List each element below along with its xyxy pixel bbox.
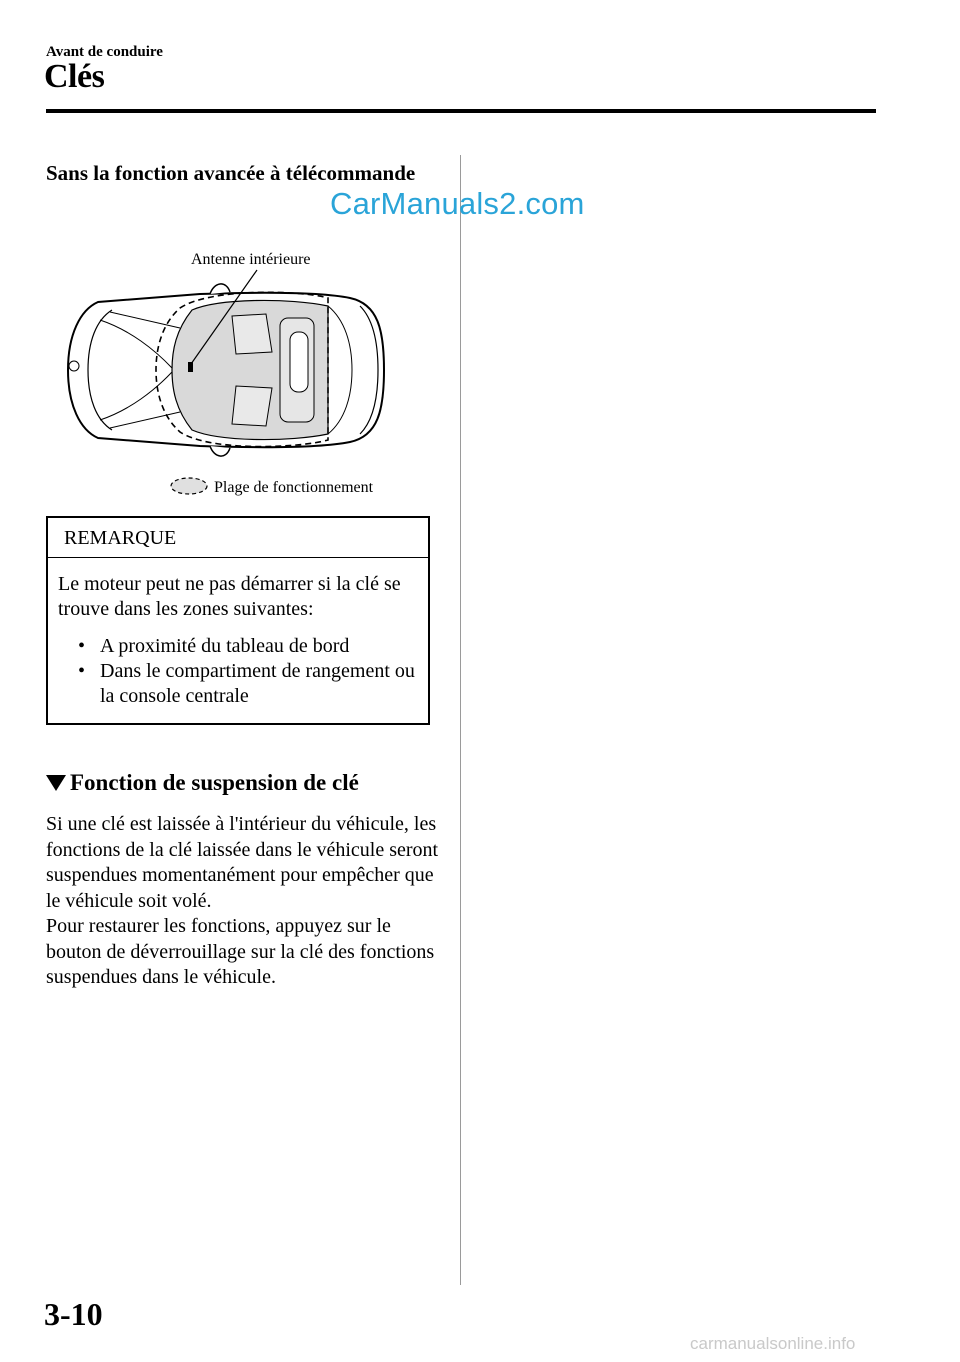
car-antenna-diagram	[60, 240, 415, 505]
paragraph: Si une clé est laissée à l'intérieur du véhicule, les fonctions de la clé laissée dans le véhicule seront suspendues momentanément pour empêcher que le véhicule soit volé.	[46, 813, 439, 912]
column-divider	[460, 155, 461, 1285]
note-title: REMARQUE	[64, 527, 177, 549]
car-top-view-illustration	[60, 240, 415, 505]
section-heading	[46, 770, 359, 796]
triangle-down-icon	[46, 775, 66, 791]
note-bullet-text: A proximité du tableau de bord	[100, 635, 350, 657]
paragraph: Pour restaurer les fonctions, appuyez sur le bouton de déverrouillage sur la clé des fonctions suspendues dans le véhicule.	[46, 915, 435, 988]
note-intro: Le moteur peut ne pas démarrer si la clé se trouve dans les zones suivantes:	[58, 573, 401, 620]
note-bullet-item	[58, 659, 423, 709]
header-rule	[46, 109, 876, 113]
note-box	[46, 516, 430, 725]
section-label: Avant de conduire	[46, 44, 163, 60]
note-bullet-list	[58, 634, 423, 709]
note-bullet-item	[58, 634, 423, 659]
note-bullet-text: Dans le compartiment de rangement ou la console centrale	[100, 660, 415, 707]
bullet-marker: •	[78, 660, 86, 682]
chapter-title: Clés	[44, 58, 105, 95]
subheading: Sans la fonction avancée à télécommande	[46, 161, 416, 185]
watermark-logo: CarManuals2.com	[330, 186, 585, 221]
note-body	[58, 572, 423, 709]
range-legend-icon	[171, 478, 207, 494]
antenna-label: Antenne intérieure	[191, 251, 311, 268]
section-body	[46, 812, 446, 991]
range-label: Plage de fonctionnement	[214, 479, 374, 496]
antenna-marker	[188, 362, 193, 372]
footer-watermark: carmanualsonline.info	[690, 1334, 856, 1353]
section-heading-text: Fonction de suspension de clé	[70, 770, 359, 795]
note-header	[48, 518, 428, 558]
bullet-marker: •	[78, 635, 86, 657]
page-number: 3-10	[44, 1296, 103, 1332]
